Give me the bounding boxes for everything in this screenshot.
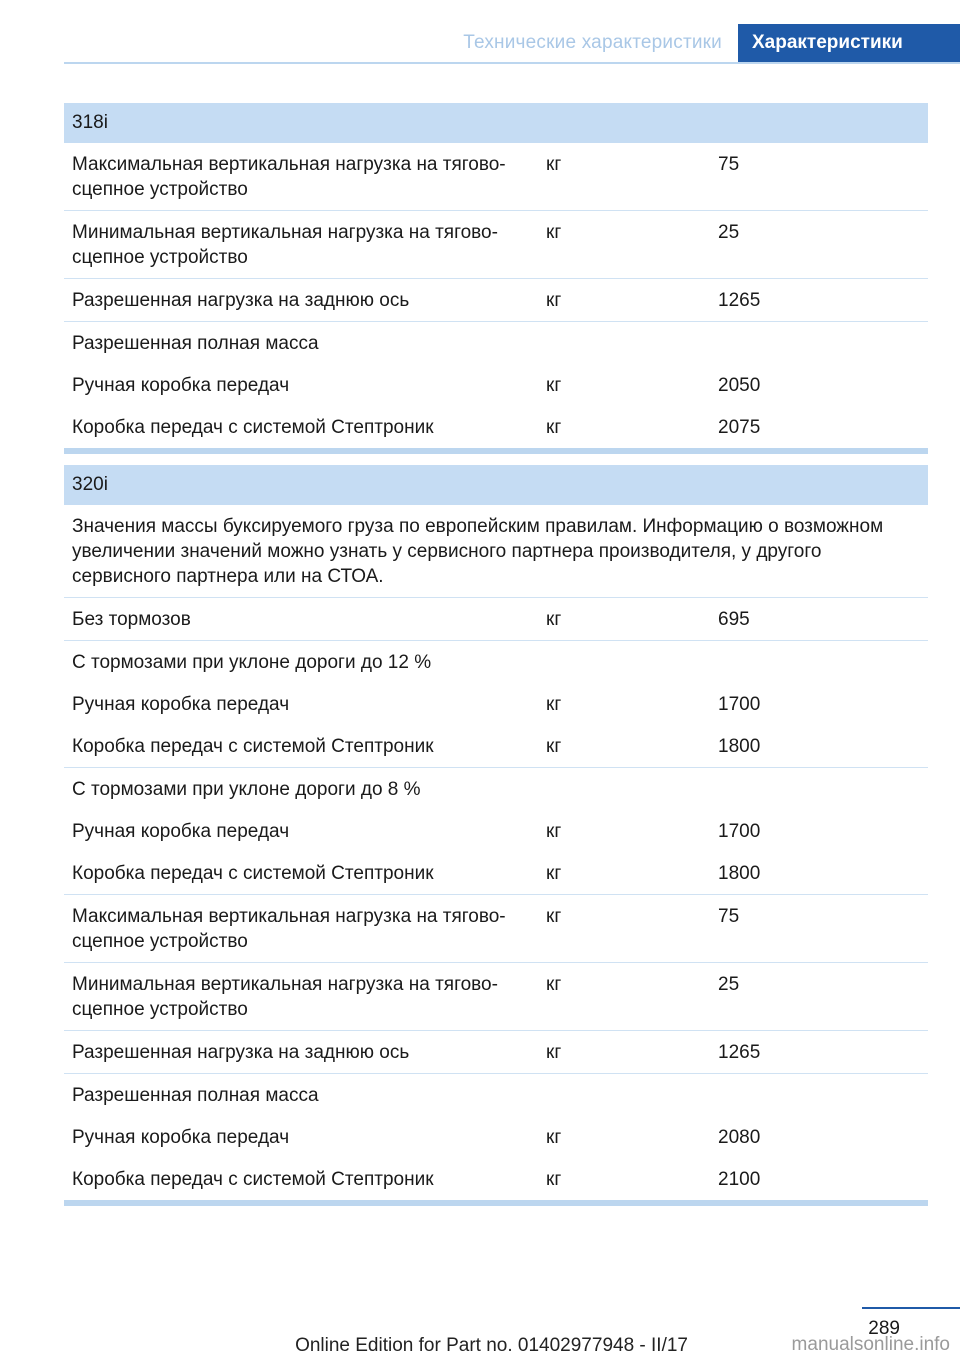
row-label: Ручная коробка передач xyxy=(72,821,290,842)
table-row xyxy=(64,278,928,321)
row-label: Минимальная вертикальная нагрузка на тягово-сцепное устройство xyxy=(72,222,498,268)
table-note: Значения массы буксируемого груза по европейским правилам. Информацию о возможном увеличении значений можно узнать у сервисного партнера производителя, у другого сервисного партнера или на СТОА. xyxy=(72,516,884,587)
row-unit xyxy=(546,777,718,802)
table-title: 320i xyxy=(64,465,928,505)
row-unit: кг xyxy=(546,1169,562,1190)
row-unit: кг xyxy=(546,1042,562,1063)
table-row xyxy=(64,1158,928,1200)
row-value: 1800 xyxy=(718,863,761,884)
row-unit: кг xyxy=(546,609,562,630)
row-value: 75 xyxy=(718,154,740,175)
table-row xyxy=(64,962,928,1030)
page-header xyxy=(64,24,960,64)
row-value xyxy=(718,777,928,802)
row-unit: кг xyxy=(546,154,562,175)
footer-divider xyxy=(862,1307,960,1309)
row-value: 25 xyxy=(718,974,740,995)
row-value: 1700 xyxy=(718,821,761,842)
table-row xyxy=(64,143,928,210)
row-unit: кг xyxy=(546,417,562,438)
row-label: Коробка передач с системой Стептроник xyxy=(72,1169,434,1190)
row-value: 2075 xyxy=(718,417,761,438)
table-row xyxy=(64,321,928,364)
table-row xyxy=(64,894,928,962)
row-unit: кг xyxy=(546,1127,562,1148)
row-label: Коробка передач с системой Стептроник xyxy=(72,736,434,757)
row-value: 1800 xyxy=(718,736,761,757)
row-label: Ручная коробка передач xyxy=(72,375,290,396)
row-label: Максимальная вертикальная нагрузка на тягово-сцепное устройство xyxy=(72,906,506,952)
table-row xyxy=(64,810,928,852)
row-value: 1265 xyxy=(718,290,761,311)
row-label: С тормозами при уклоне дороги до 12 % xyxy=(72,652,432,673)
table-row xyxy=(64,1030,928,1073)
page-number: 289 xyxy=(868,1318,900,1339)
row-label: Коробка передач с системой Стептроник xyxy=(72,417,434,438)
row-label: Ручная коробка передач xyxy=(72,1127,290,1148)
table-title: 318i xyxy=(64,103,928,143)
row-value: 2080 xyxy=(718,1127,761,1148)
row-label: Разрешенная полная масса xyxy=(72,333,319,354)
spec-table-318i xyxy=(64,103,928,454)
row-value xyxy=(718,331,928,356)
table-row xyxy=(64,597,928,640)
row-unit: кг xyxy=(546,821,562,842)
row-label: Максимальная вертикальная нагрузка на тягово-сцепное устройство xyxy=(72,154,506,200)
table-row xyxy=(64,852,928,894)
row-label: Ручная коробка передач xyxy=(72,694,290,715)
row-label: Разрешенная нагрузка на заднюю ось xyxy=(72,1042,410,1063)
spec-table-320i xyxy=(64,465,928,1206)
table-row xyxy=(64,640,928,683)
table-row xyxy=(64,683,928,725)
row-unit: кг xyxy=(546,290,562,311)
table-row xyxy=(64,210,928,278)
row-label: Коробка передач с системой Стептроник xyxy=(72,863,434,884)
row-unit xyxy=(546,650,718,675)
row-unit: кг xyxy=(546,736,562,757)
row-label: Разрешенная нагрузка на заднюю ось xyxy=(72,290,410,311)
row-value: 1265 xyxy=(718,1042,761,1063)
row-value: 1700 xyxy=(718,694,761,715)
row-value: 2050 xyxy=(718,375,761,396)
edition-info: Online Edition for Part no. 01402977948 - II/17 xyxy=(295,1335,688,1356)
table-row xyxy=(64,1116,928,1158)
table-row xyxy=(64,364,928,406)
row-label: Без тормозов xyxy=(72,609,191,630)
row-unit: кг xyxy=(546,694,562,715)
row-value: 75 xyxy=(718,906,740,927)
row-value: 25 xyxy=(718,222,740,243)
row-value: 2100 xyxy=(718,1169,761,1190)
row-value: 695 xyxy=(718,609,750,630)
table-row xyxy=(64,725,928,767)
chapter-tab: Характеристики xyxy=(738,24,960,62)
row-unit: кг xyxy=(546,906,562,927)
watermark: manualsonline.info xyxy=(791,1334,950,1355)
row-value xyxy=(718,1083,928,1108)
table-row xyxy=(64,1073,928,1116)
section-title: Технические характеристики xyxy=(463,32,722,53)
row-label: Разрешенная полная масса xyxy=(72,1085,319,1106)
row-label: С тормозами при уклоне дороги до 8 % xyxy=(72,779,421,800)
row-value xyxy=(718,650,928,675)
row-label: Минимальная вертикальная нагрузка на тягово-сцепное устройство xyxy=(72,974,498,1020)
row-unit: кг xyxy=(546,863,562,884)
row-unit: кг xyxy=(546,222,562,243)
table-row xyxy=(64,406,928,448)
table-row xyxy=(64,767,928,810)
row-unit xyxy=(546,331,718,356)
row-unit xyxy=(546,1083,718,1108)
row-unit: кг xyxy=(546,375,562,396)
row-unit: кг xyxy=(546,974,562,995)
